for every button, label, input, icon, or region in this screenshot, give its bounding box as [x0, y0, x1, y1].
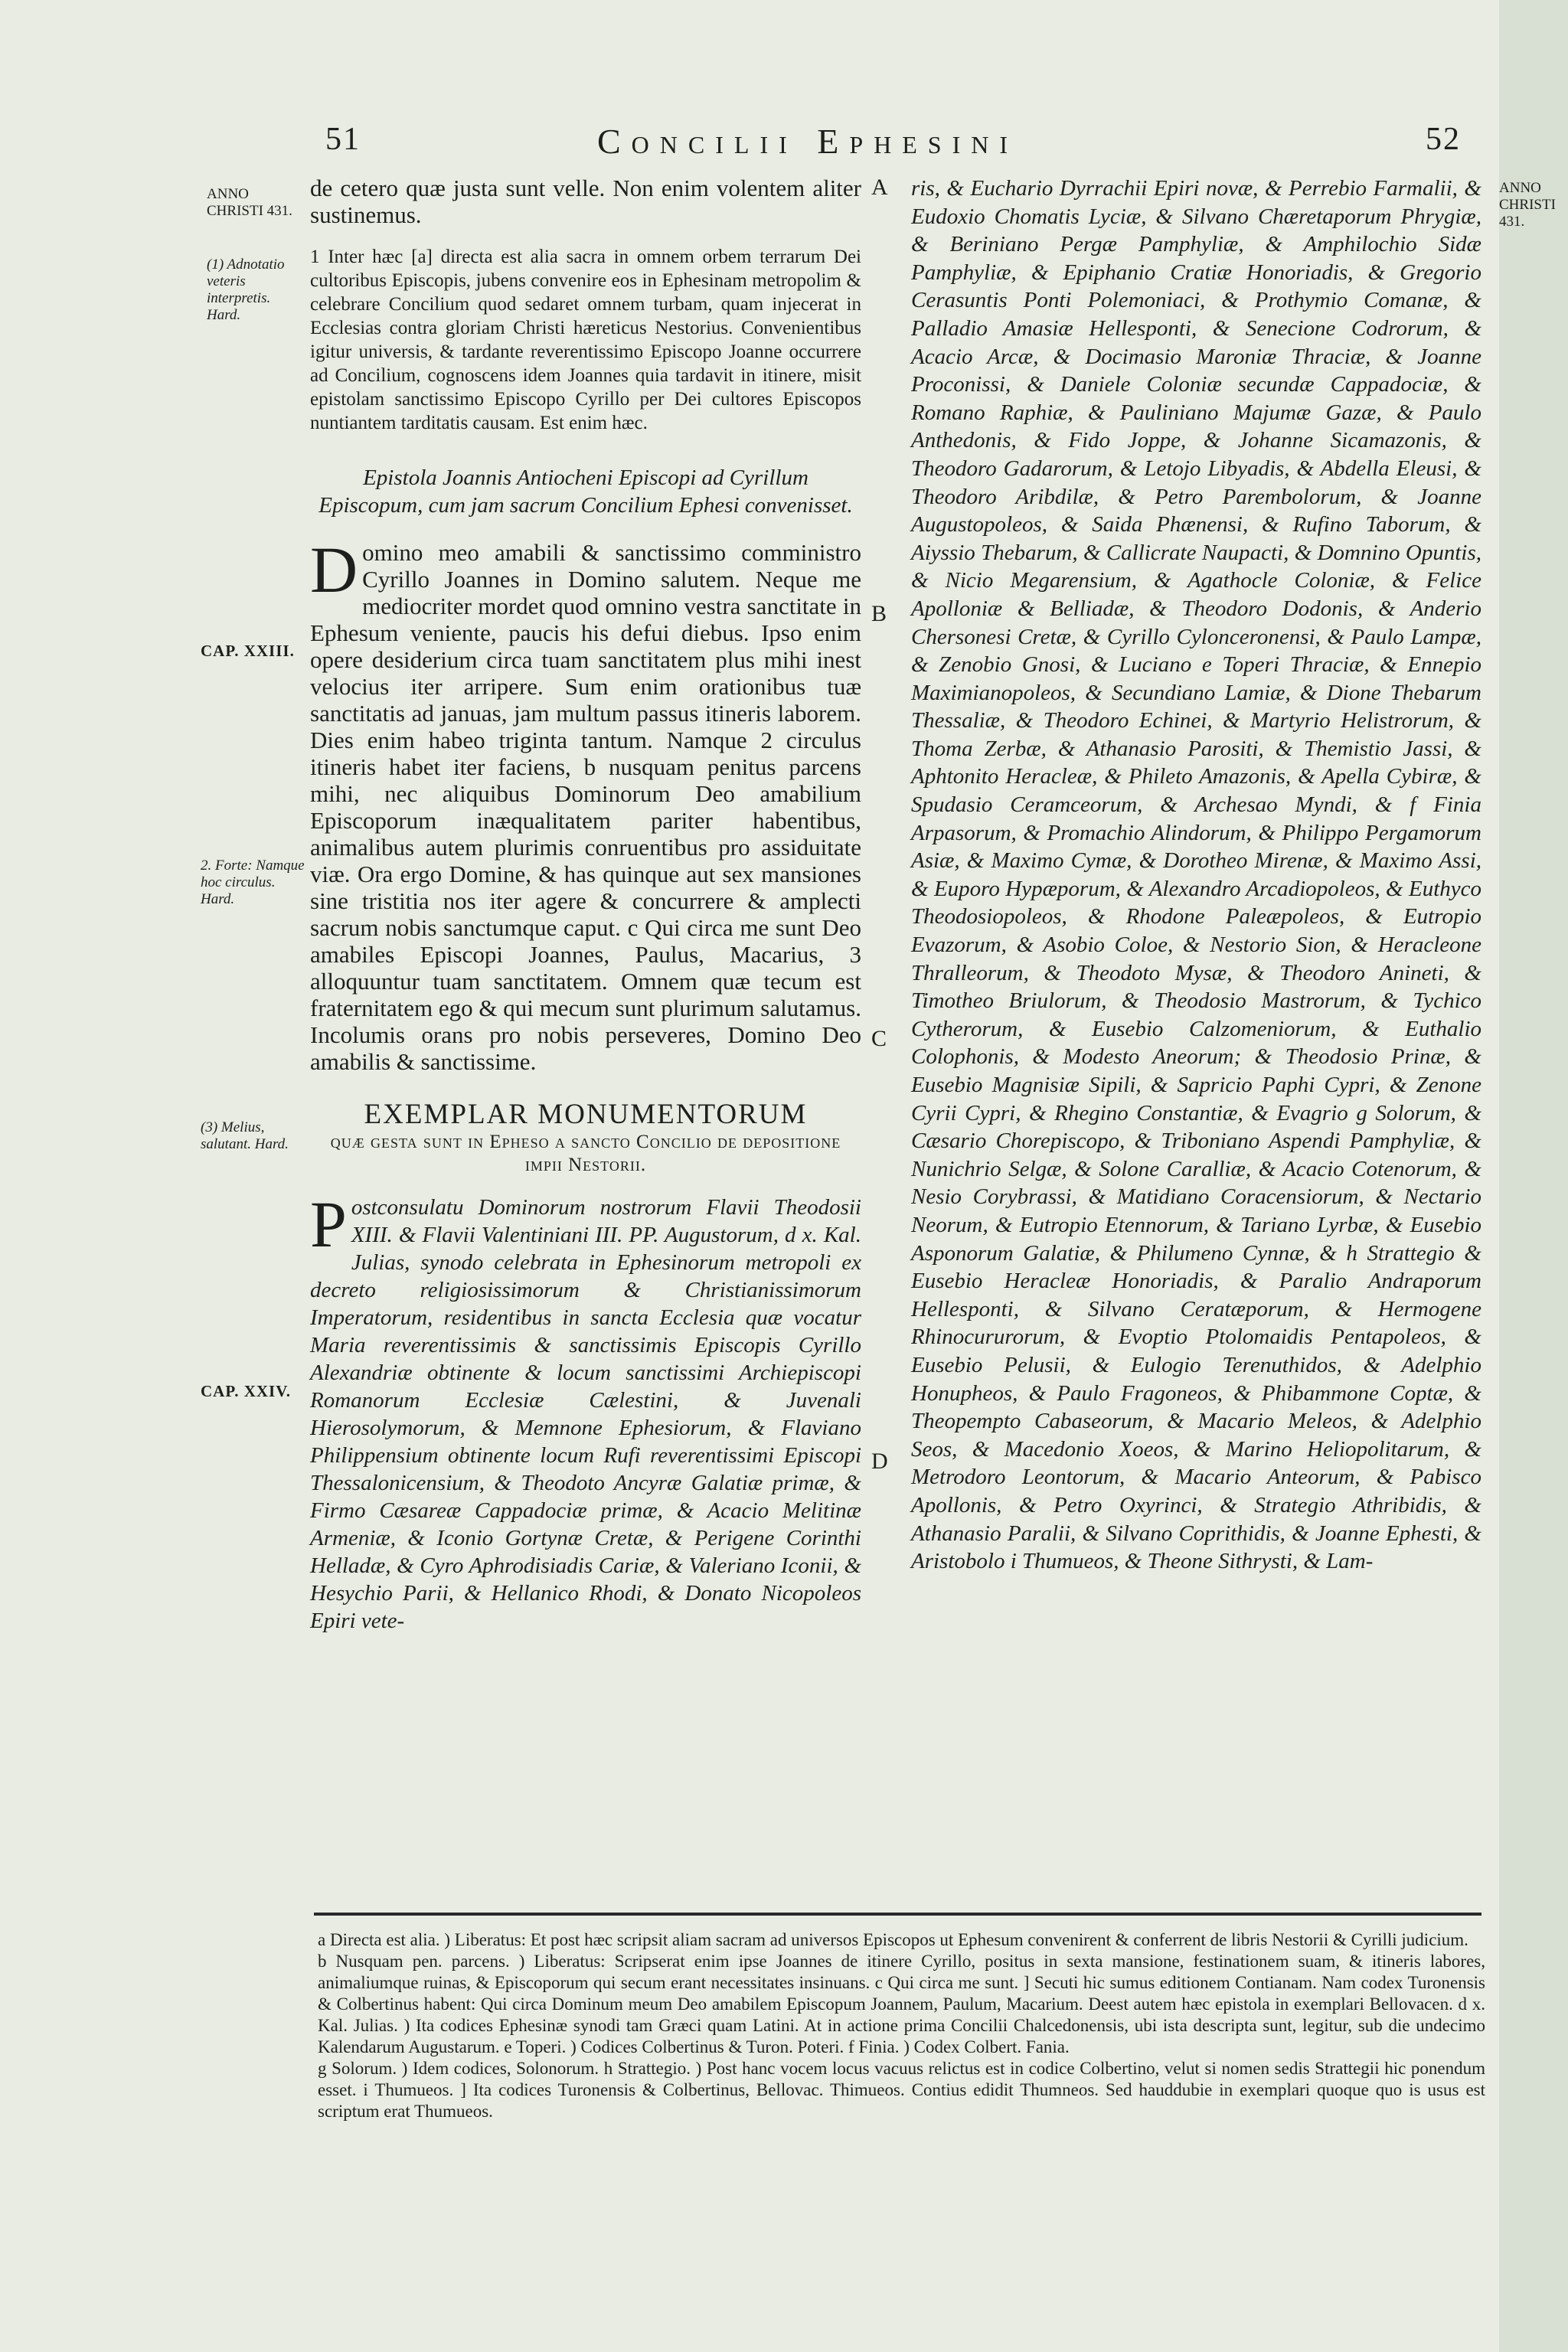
interpreter-note: 1 Inter hæc [a] directa est alia sacra in omnem orbem terrarum Dei cultoribus Episcopis, jubens convenire eos in Ephesinam metropolim & celebrare Concilium quod sedaret omnem turbam, quam injecerat in Ecclesias contra gloriam Christi hæreticus Nestorius. Convenientibus igitur universis, & tardante reverentissimo Episcopo Joanne occurrere ad Concilium, cognoscens idem Joannes quia tardavit in itinere, misit epistolam sanctissimo Episcopo Cyrillo per Dei cultores Episcopos nuntiantem tarditatis causam. Est enim hæc.	[310, 247, 861, 433]
page-number-right: 52	[1426, 122, 1461, 157]
running-title: Concilii Ephesini	[597, 122, 1019, 161]
section-letter-c: C	[871, 1026, 887, 1051]
footnote-rule	[314, 1913, 1481, 1916]
acta-text: ostconsulatu Dominorum nostrorum Flavii Theodosii XIII. & Flavii Valentiniani III. PP. Augustorum, d x. Kal. Julias, synodo celebrata in Ephesinorum metropoli ex decreto religiosissimorum & Christianissimorum Imperatorum, residentibus in sancta Ecclesia quæ vocatur Maria reverentissimis & sanctissimis Episcopis Cyrillo Alexandriæ obtinente & locum sanctissimi Archiepiscopi Romanorum Ecclesiæ Cælestini, & Juvenali Hierosolymorum, & Memnone Ephesiorum, & Flaviano Philippensium obtinente locum Rufi reverentissimi Episcopi Thessalonicensium, & Theodoto Ancyræ Galatiæ primæ, & Firmo Cæsareæ Cappadociæ primæ, & Acacio Melitinæ Armeniæ, & Iconio Gortynæ Cretæ, & Perigene Corinthi Helladæ, & Cyro Aphrodisiadis Cariæ, & Valeriano Iconii, & Hesychio Parii, & Hellanico Rhodi, & Donato Nicopoleos Epiri vete-	[310, 1195, 861, 1633]
footnote-g-i: g Solorum. ) Idem codices, Solonorum. h Strattegio. ) Post hanc vocem locus vacuus relictus est in codice Colbertino, velut si nomen sedis Strattegii hic ponendum esset. i Thumueos. ] Ita codices Turonensis & Colbertinus, Bellovac. Thimueos. Contius edidit Thumneos. Sed hauddubie in exemplari quoque quo is usus est scriptum erat Thumueos.	[318, 2059, 1485, 2121]
epistle-title: Epistola Joannis Antiocheni Episcopi ad Cyrillum Episcopum, cum jam sacrum Concilium Ephesi convenisset.	[318, 466, 853, 518]
margin-cap-23: CAP. XXIII.	[201, 642, 295, 660]
margin-anno-left: ANNO CHRISTI 431.	[207, 186, 292, 219]
dropcap-acta: P	[310, 1187, 347, 1261]
margin-cap-24: CAP. XXIV.	[201, 1382, 291, 1400]
margin-note-2: 2. Forte: Namque hoc circulus. Hard.	[201, 858, 305, 907]
footnotes	[318, 1929, 1485, 2122]
running-header	[0, 115, 1568, 168]
left-column	[310, 175, 861, 1635]
margin-anno-right: ANNO CHRISTI 431.	[1499, 180, 1556, 230]
exemplar-subtitle: quæ gesta sunt in Epheso a sancto Concilio de depositione impii Nestorii.	[330, 1132, 841, 1175]
exemplar-title: EXEMPLAR MONUMENTORUM	[364, 1099, 808, 1130]
section-letter-a: A	[871, 175, 888, 200]
margin-note-3: (3) Melius, salutant. Hard.	[201, 1119, 289, 1152]
letter-text: omino meo amabili & sanctissimo comministro Cyrillo Joannes in Domino salutem. Neque me mediocriter mordet quod omnino vestra sanctitate in Ephesum veniente, paucis his defui diebus. Ipso enim opere desiderium circa tuam sanctitatem plus mihi inest velocius iter arripere. Sum enim orationibus tuæ sanctitatis ad januas, jam multum passus itineris laborem. Dies enim habeo triginta tantum. Namque 2 circulus itineris habet iter faciens, b nusquam penitus parcens mihi, nec aliquibus Dominorum Deo amabilium Episcoporum inæqualitatem pariter habentibus, animalibus autem plurimis conruentibus pro assiduitate viæ. Ora ergo Domine, & has quinque aut sex mansiones sine tristitia nos iter agere & concurrere & amplecti sacrum nobis sanctumque caput. c Qui circa me sunt Deo amabiles Episcopi Joannes, Paulus, Macarius, 3 alloquuntur tuam sanctitatem. Omnem quæ tecum est fraternitatem ego & qui mecum sunt plurimum salutamus. Incolumis orans pro nobis perseveres, Domino Deo amabilis & sanctissime.	[310, 539, 861, 1075]
bishops-list: ris, & Euchario Dyrrachii Epiri novæ, & Perrebio Farmalii, & Eudoxio Chomatis Lyciæ, & Silvano Chæretaporum Phrygiæ, & Beriniano Pergæ Pamphyliæ, & Amphilochio Sidæ Pamphyliæ, & Epiphanio Cratiæ Honoriadis, & Gregorio Cerasuntis Ponti Polemoniaci, & Prothymio Comanæ, & Palladio Amasiæ Hellesponti, & Senecione Codrorum, & Acacio Arcæ, & Docimasio Maroniæ Thraciæ, & Joanne Proconissi, & Daniele Coloniæ secundæ Cappadociæ, & Romano Raphiæ, & Pauliniano Majumæ Gazæ, & Paulo Anthedonis, & Fido Joppe, & Johanne Sicamazonis, & Theodoro Gadarorum, & Letojo Libyadis, & Abdella Eleusi, & Theodoro Aribdilæ, & Petro Parembolorum, & Joanne Augustopoleos, & Saida Phænensi, & Rufino Taborum, & Aiyssio Thebarum, & Callicrate Naupacti, & Domnino Opuntis, & Nicio Megarensium, & Agathocle Coloniæ, & Felice Apolloniæ & Belliadæ, & Theodoro Dodonis, & Anderio Chersonesi Cretæ, & Cyrillo Cylonceronensi, & Paulo Lampæ, & Zenobio Gnosi, & Luciano e Toperi Thraciæ, & Ennepio Maximianopoleos, & Secundiano Lamiæ, & Dione Thebarum Thessaliæ, & Theodoro Echinei, & Martyrio Helistrorum, & Thoma Zerbæ, & Athanasio Parositi, & Themistio Jassi, & Aphtonito Heracleæ, & Phileto Amazonis, & Apella Cybiræ, & Spudasio Ceramceorum, & Archesao Myndi, & f Finia Arpasorum, & Promachio Alindorum, & Philippo Pergamorum Asiæ, & Maximo Cymæ, & Dorotheo Mirenæ, & Maximo Assi, & Euporo Hypæporum, & Alexandro Arcadiopoleos, & Euthyco Theodosiopoleos, & Rhodone Paleæpoleos, & Eutropio Evazorum, & Asobio Coloe, & Nestorio Sion, & Heracleone Thralleorum, & Theodoto Mysæ, & Theodoro Anineti, & Timotheo Briulorum, & Theodosio Mastrorum, & Tychico Cytherorum, & Eusebio Calzomeniorum, & Euthalio Colophonis, & Modesto Aneorum; & Theodosio Prinæ, & Eusebio Magnisiæ Sipili, & Sapricio Paphi Cypri, & Zenone Cyrii Cypri, & Rhegino Constantiæ, & Evagrio g Solorum, & Cæsario Chorepiscopo, & Triboniano Aspendi Pamphyliæ, & Nunichrio Selgæ, & Solone Caralliæ, & Acacio Cotenorum, & Nesio Corybrassi, & Matidiano Coracensiorum, & Nectario Neorum, & Eutropio Etennorum, & Tariano Lyrbæ, & Eusebio Asponorum Galatiæ, & Philumeno Cynnæ, & h Strattegio & Eusebio Heracleæ Honoriadis, & Paralio Andraporum Hellesponti, & Silvano Ceratæporum, & Hermogene Rhinocururorum, & Evoptio Ptolomaidis Pentapoleos, & Eusebio Pelusii, & Eulogio Terenuthidos, & Adelphio Honupheos, & Paulo Fragoneos, & Phibammone Coptæ, & Theopempto Cabaseorum, & Macario Meleos, & Adelphio Seos, & Macedonio Xoeos, & Marino Heliopolitarum, & Metrodoro Leontorum, & Macario Anteorum, & Pabisco Apollonis, & Petro Oxyrinci, & Strategio Athribidis, & Athanasio Paralii, & Silvano Coprithidis, & Joanne Ephesti, & Aristobolo i Thumueos, & Theone Sithrysti, & Lam-	[911, 176, 1481, 1574]
dropcap-letter: D	[310, 533, 358, 606]
page-number-left: 51	[325, 122, 361, 157]
footnote-b-f: b Nusquam pen. parcens. ) Liberatus: Scripserat enim ipse Joannes de itinere Cyrillo, positus in sexta mansione, festinationem suam, & itineris labores, animaliumque ruinas, & Episcoporum qui secum erant necessitates insinuans. c Qui circa me sunt. ] Secuti hic sumus editionem Contianam. Nam codex Turonensis & Colbertinus habent: Qui circa Dominum meum Deo amabilem Episcopum Joannem, Paulum, Macarium. Deest autem hæc epistola in exemplari Bellovacen. d x. Kal. Julias. ) Ita codices Ephesinæ synodi tam Græci quam Latini. At in actione prima Concilii Chalcedonensis, ubi ista descripta sunt, legitur, sub die undecimo Kalendarum Augustarum. e Toperi. ) Codices Colbertinus & Turon. Poteri. f Finia. ) Codex Colbert. Fania.	[318, 1952, 1485, 2056]
section-letter-d: D	[871, 1449, 888, 1474]
footnote-a: a Directa est alia. ) Liberatus: Et post hæc scripsit aliam sacram ad universos Episcopos ut Ephesum convenirent & conferrent de libris Nestorii & Cyrilli judicium.	[318, 1930, 1468, 1949]
acta-body	[310, 1187, 861, 1635]
page-edge-shadow	[1499, 0, 1568, 2352]
margin-note-1: (1) Adnotatio veteris interpretis. Hard.	[207, 256, 285, 323]
right-column	[911, 175, 1481, 1576]
letter-body	[310, 533, 861, 1075]
intro-continuation: de cetero quæ justa sunt velle. Non enim volentem aliter sustinemus.	[310, 175, 861, 228]
section-letter-b: B	[871, 601, 887, 626]
